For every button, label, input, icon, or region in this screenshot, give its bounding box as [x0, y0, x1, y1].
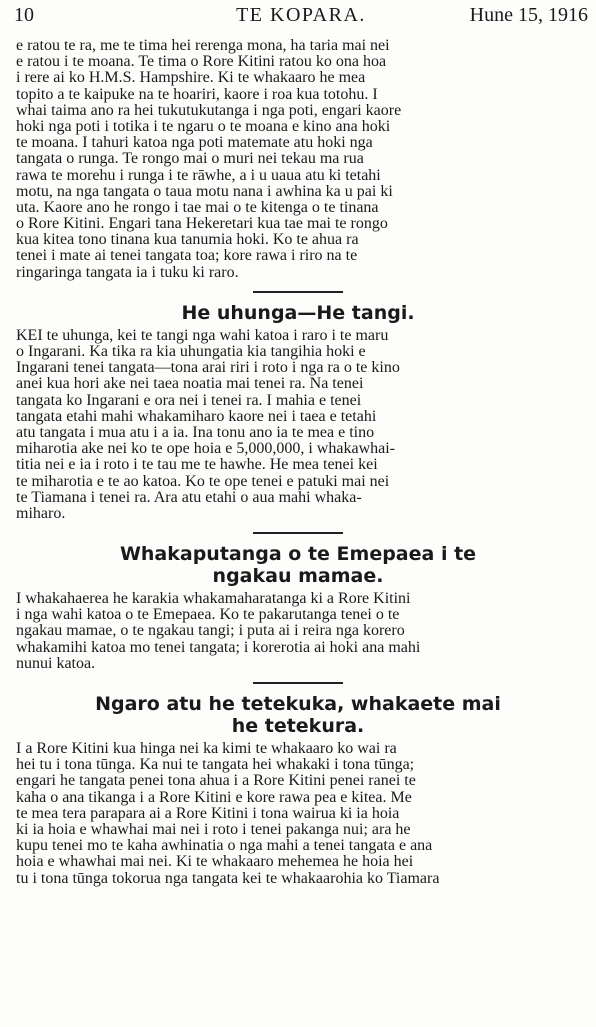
text-line: topito a te kaipuke na te hoariri, kaore i roa kua totohu. I [16, 85, 378, 103]
text-line: te mea tera parapara ai a Rore Kitini i tona wairua ki ia hoia [16, 804, 400, 822]
heading-whakaputanga [16, 543, 580, 587]
text-line: miharotia ake nei ko te ope hoia e 5,000,000, i whakawhai- [16, 440, 395, 458]
heading-he-uhunga: He uhunga—He tangi. [181, 301, 415, 324]
text-line: tu i tona tūnga tokorua nga tangata kei te whakaarohia ko Tiamara [16, 869, 440, 887]
text-line: miharo. [16, 504, 66, 522]
text-line: motu, na nga tangata o taua motu nana i awhina ka u pai ki [16, 182, 393, 200]
text-line: o Ingarani. Ka tika ra kia uhungatia kia tangihia hoki e [16, 343, 366, 360]
text-line: kua kitea tono tinana kua tanumia hoki. Ko te ahua ra [16, 231, 359, 249]
text-line: hoki nga poti i totika i te ngaru o te moana e kino ana hoki [16, 117, 391, 135]
heading-ngaro-atu [16, 693, 580, 737]
text-line: te miharotia e te ao katoa. Ko te ope tenei e patuki mai nei [16, 472, 390, 490]
text-line: anei kua hori ake nei taea noatia mai tenei ra. Na tenei [16, 375, 364, 393]
text-line: Ingarani tenei tangata—tona arai riri i roto i nga ra o te kino [16, 359, 400, 377]
text-line: Ngaro atu he tetekuka, whakaete mai [95, 693, 501, 715]
text-line: nunui katoa. [16, 654, 96, 672]
text-line: i nga wahi katoa o te Emepaea. Ko te pakarutanga tenei o te [16, 606, 400, 624]
running-title: TE KOPARA. [236, 4, 366, 26]
text-line: titia nei e ia i roto i te tau me te hawhe. He mea tenei kei [16, 456, 378, 474]
text-line: engari he tangata penei tona ahua i a Rore Kitini penei ranei te [16, 772, 416, 790]
text-line: atu tangata i mua atu i a ia. Ina tonu ano ia te mea e tino [16, 423, 375, 441]
text-line: whai taima ano ra hei tukutukutanga i nga poti, engari kaore [16, 101, 402, 119]
text-line: tangata etahi mahi whakamiharo kaore nei i taea e tetahi [16, 407, 377, 425]
text-line: te Tiamana i tenei ra. Ara atu etahi o aua mahi whaka- [16, 488, 362, 506]
text-line: e ratou i te moana. Te tima o Rore Kitini ratou ko ona hoa [16, 53, 387, 71]
text-line: I whakahaerea he karakia whakamaharatanga ki a Rore Kitini [16, 590, 411, 608]
text-line: ngakau mamae, o te ngakau tangi; i puta ai i reira nga korero [16, 622, 405, 640]
article-3-text [16, 591, 580, 672]
text-line: o Rore Kitini. Engari tana Hekeretari kua tae mai te rongo [16, 215, 388, 233]
article-4-text [16, 741, 580, 887]
article-1-text [16, 38, 580, 281]
text-line: kupu tenei mo te kaha awhinatia o nga mahi a tenei tangata e ana [16, 837, 433, 855]
text-line: hei tu i tona tūnga. Ka nui te tangata hei whakaki i tona tūnga; [16, 756, 415, 774]
text-line: Whakaputanga o te Emepaea i te [119, 543, 477, 566]
text-line: tangata o runga. Te rongo mai o muri nei tekau ma rua [16, 150, 364, 168]
text-line: ngakau mamae. [212, 565, 384, 588]
issue-date: Hune 15, 1916 [469, 4, 588, 26]
text-line: e ratou te ra, me te tima hei rerenga mona, ha taria mai nei [16, 37, 390, 54]
text-line: i rere ai ko H.M.S. Hampshire. Ki te whakaaro he mea [16, 69, 366, 87]
text-line: rawa te morehu i runga i te rāwhe, a i u uaua atu ki tetahi [16, 166, 381, 184]
text-line: KEI te uhunga, kei te tangi nga wahi katoa i raro i te maru [16, 326, 389, 344]
text-line: kaha o ana tikanga i a Rore Kitini e kore rawa pea e kitea. Me [16, 788, 412, 806]
page-header [14, 4, 588, 28]
text-line: ringaringa tangata ia i tuku ki raro. [16, 263, 239, 281]
text-line: he tetekura. [231, 715, 365, 737]
text-line: uta. Kaore ano he rongo i tae mai o te kitenga o te tinana [16, 198, 379, 216]
text-line: I a Rore Kitini kua hinga nei ka kimi te whakaaro ko wai ra [16, 740, 397, 757]
page-body [16, 38, 580, 887]
page-number: 10 [14, 4, 34, 26]
text-line: tenei i mate ai tenei tangata toa; kore rawa i riro na te [16, 247, 358, 265]
text-line: whakamihi katoa mo tenei tangata; i korerotia ai hoki ana mahi [16, 638, 421, 656]
text-line: hoia e whawhai mai nei. Ki te whakaaro mehemea he hoia hei [16, 853, 414, 871]
text-line: ki ia hoia e whawhai mai nei i roto i tenei pakanga nui; ara he [16, 820, 411, 838]
text-line: te moana. I tahuri katoa nga poti matemate atu hoki nga [16, 134, 373, 152]
article-2-text [16, 328, 580, 522]
text-line: tangata ko Ingarani e ora nei i tenei ra. I mahia e tenei [16, 391, 362, 409]
